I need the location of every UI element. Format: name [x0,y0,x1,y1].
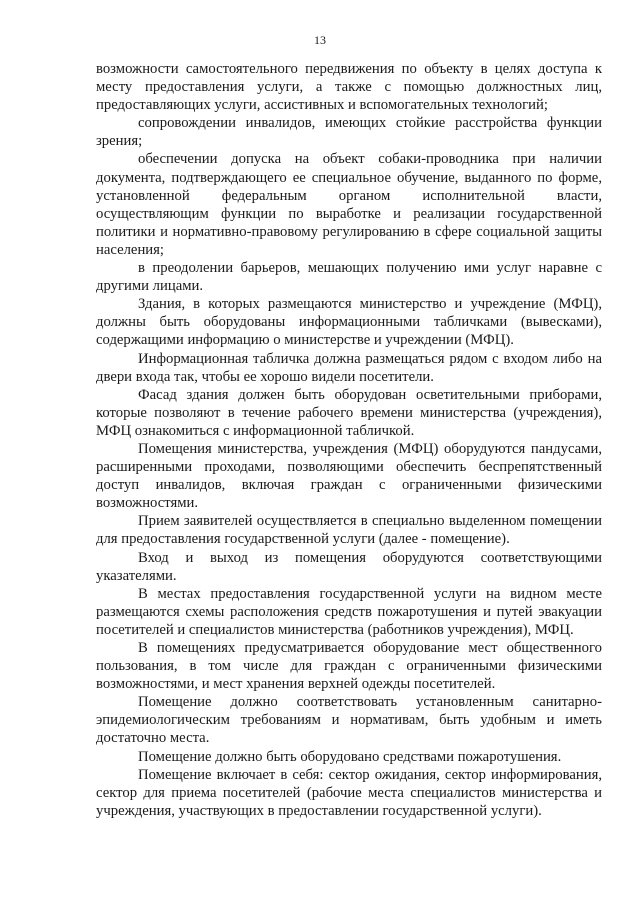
paragraph: Прием заявителей осуществляется в специально выделенном помещении для предоставления государственной услуги (далее - помещение). [96,513,602,548]
paragraph: В помещениях предусматривается оборудование мест общественного пользования, в том числе для граждан с ограниченными физическими возможностями, и мест хранения верхней одежды посетителей. [96,640,602,693]
paragraph: Информационная табличка должна размещаться рядом с входом либо на двери входа так, чтобы ее хорошо видели посетители. [96,350,602,385]
page-number: 13 [314,33,326,47]
paragraph: Помещение должно соответствовать установленным санитарно-эпидемиологическим требованиям и нормативам, быть удобным и иметь достаточно места. [96,694,602,747]
paragraph: Здания, в которых размещаются министерство и учреждение (МФЦ), должны быть оборудованы информационными табличками (вывесками), содержащими информацию о министерстве и учреждении (МФЦ). [96,296,602,349]
paragraph: В местах предоставления государственной услуги на видном месте размещаются схемы расположения средств пожаротушения и путей эвакуации посетителей и специалистов министерства (работников учреждения), МФЦ. [96,585,602,638]
document-body [96,60,602,820]
paragraph: обеспечении допуска на объект собаки-проводника при наличии документа, подтверждающего ее специальное обучение, выданного по форме, установленной федеральным органом исполнительной власти, осуществляющим функции по выработке и реализации государственной политики и нормативно-правовому регулированию в сфере социальной защиты населения; [96,151,602,258]
paragraph: возможности самостоятельного передвижения по объекту в целях доступа к месту предоставления услуги, а также с помощью должностных лиц, предоставляющих услуги, ассистивных и вспомогательных технологий; [96,61,602,114]
paragraph: Помещение должно быть оборудовано средствами пожаротушения. [138,748,562,765]
paragraph: Помещения министерства, учреждения (МФЦ) оборудуются пандусами, расширенными проходами, позволяющими обеспечить беспрепятственный доступ инвалидов, включая граждан с ограниченными физическими возможностями. [96,440,602,512]
paragraph: Фасад здания должен быть оборудован осветительными приборами, которые позволяют в течение рабочего времени министерства (учреждения), МФЦ ознакомиться с информационной табличкой. [96,386,602,439]
paragraph: Помещение включает в себя: сектор ожидания, сектор информирования, сектор для приема посетителей (рабочие места специалистов министерства и учреждения, участвующих в предоставлении государственной услуги). [96,766,602,819]
paragraph: в преодолении барьеров, мешающих получению ими услуг наравне с другими лицами. [96,260,602,295]
paragraph: Вход и выход из помещения оборудуются соответствующими указателями. [96,549,602,584]
paragraph: сопровождении инвалидов, имеющих стойкие расстройства функции зрения; [96,115,602,150]
